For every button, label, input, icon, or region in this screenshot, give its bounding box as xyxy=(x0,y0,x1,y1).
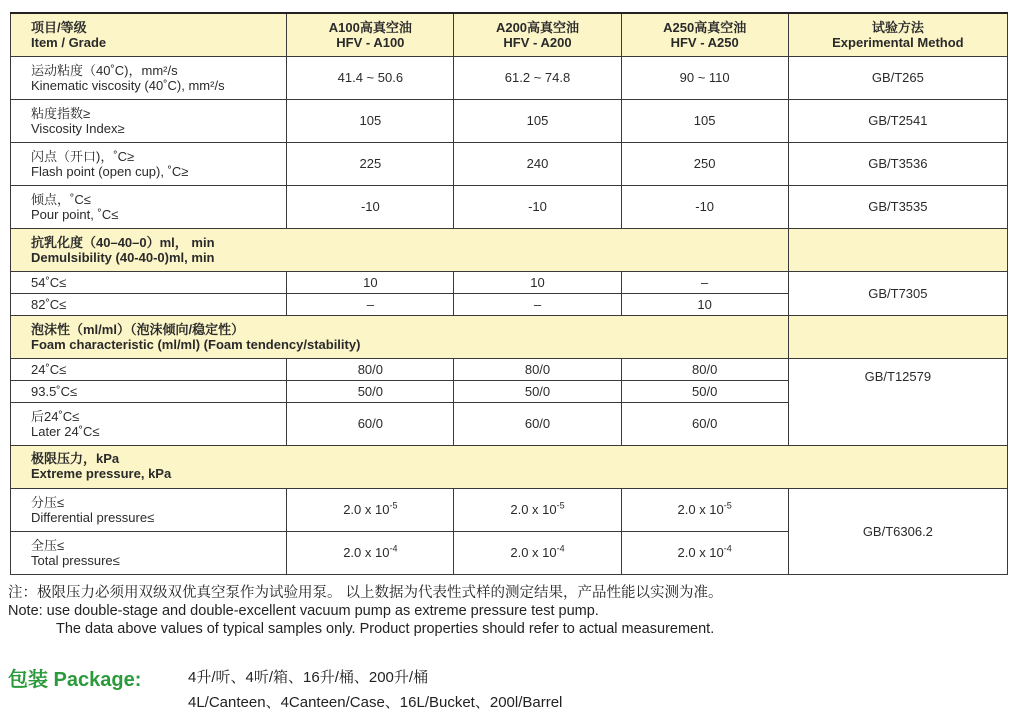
flash-method: GB/T3536 xyxy=(788,142,1007,185)
ep-r2-a250-exp: -4 xyxy=(723,543,732,554)
ep-r2-a200-base: 2.0 x 10 xyxy=(510,545,557,560)
ep-r1-a250-base: 2.0 x 10 xyxy=(677,502,724,517)
demuls-r2-a250: 10 xyxy=(621,293,788,315)
demuls-r1-a100: 10 xyxy=(287,271,454,293)
foam-r3-label-zh: 后24˚C≤ xyxy=(31,408,80,424)
demuls-r1-a200: 10 xyxy=(454,271,621,293)
demuls-r2-a200: – xyxy=(454,293,621,315)
foam-r1-a250: 80/0 xyxy=(621,358,788,380)
demuls-method: GB/T7305 xyxy=(788,271,1007,315)
foam-r3-a200: 60/0 xyxy=(454,402,621,445)
pour-label-en: Pour point, ˚C≤ xyxy=(31,206,119,222)
foam-r3-a250: 60/0 xyxy=(621,402,788,445)
ep-r1-a250 xyxy=(621,488,788,531)
section-row xyxy=(11,228,1008,271)
pour-a250: -10 xyxy=(621,185,788,228)
row-label xyxy=(11,402,287,445)
foam-title-method-cell xyxy=(788,315,1007,358)
header-method-zh: 试验方法 xyxy=(871,19,924,35)
table-row xyxy=(11,488,1008,531)
header-a250-zh: A250高真空油 xyxy=(663,19,747,35)
table-row xyxy=(11,185,1008,228)
flash-a100: 225 xyxy=(287,142,454,185)
package-en: 4L/Canteen、4Canteen/Case、16L/Bucket、200l/Barrel xyxy=(188,694,563,711)
pour-method: GB/T3535 xyxy=(788,185,1007,228)
vindex-a100: 105 xyxy=(287,99,454,142)
ep-r2-a200-exp: -4 xyxy=(556,543,565,554)
flash-label-zh: 闪点（开口)，˚C≥ xyxy=(31,148,135,164)
ep-r2-a100-base: 2.0 x 10 xyxy=(343,545,390,560)
foam-r3-label-en: Later 24˚C≤ xyxy=(31,423,100,439)
table-row xyxy=(11,358,1008,380)
foam-method: GB/T12579 xyxy=(788,358,1007,445)
ep-r2-a100-exp: -4 xyxy=(389,543,398,554)
ep-r1-a100-base: 2.0 x 10 xyxy=(343,502,390,517)
header-item-en: Item / Grade xyxy=(31,34,107,50)
demuls-title xyxy=(11,228,789,271)
foam-r3-a100: 60/0 xyxy=(287,402,454,445)
demuls-r2-a100: – xyxy=(287,293,454,315)
viscosity-label-zh: 运动粘度（40˚C)，mm²/s xyxy=(31,62,178,78)
ep-r1-a200-base: 2.0 x 10 xyxy=(510,502,557,517)
header-item-zh: 项目/等级 xyxy=(31,19,87,35)
header-a100-en: HFV - A100 xyxy=(336,34,405,50)
row-label xyxy=(11,531,287,574)
demuls-r1-label: 54˚C≤ xyxy=(11,271,287,293)
foam-r2-a100: 50/0 xyxy=(287,380,454,402)
header-a250 xyxy=(621,13,788,56)
header-method-en: Experimental Method xyxy=(832,34,964,50)
header-method xyxy=(788,13,1007,56)
row-label xyxy=(11,185,287,228)
header-a100 xyxy=(287,13,454,56)
row-label xyxy=(11,488,287,531)
foam-r1-label: 24˚C≤ xyxy=(11,358,287,380)
notes xyxy=(8,584,723,638)
pour-label-zh: 倾点，˚C≤ xyxy=(31,191,91,207)
table-row xyxy=(11,271,1008,293)
vindex-a200: 105 xyxy=(454,99,621,142)
foam-r2-a250: 50/0 xyxy=(621,380,788,402)
table-row xyxy=(11,56,1008,99)
viscosity-a200: 61.2 ~ 74.8 xyxy=(454,56,621,99)
ep-title-en: Extreme pressure, kPa xyxy=(31,465,172,481)
row-label xyxy=(11,56,287,99)
section-row xyxy=(11,315,1008,358)
note-en-2: The data above values of typical samples only. Product properties should refer to actual measurement. xyxy=(56,621,715,637)
demuls-title-en: Demulsibility (40-40-0)ml, min xyxy=(31,249,215,265)
package-title: 包装 Package: xyxy=(8,669,142,691)
ep-r1-label-zh: 分压≤ xyxy=(31,494,65,510)
header-item xyxy=(11,13,287,56)
header-a200 xyxy=(454,13,621,56)
pour-a100: -10 xyxy=(287,185,454,228)
ep-r1-label-en: Differential pressure≤ xyxy=(31,509,155,525)
foam-r1-a100: 80/0 xyxy=(287,358,454,380)
ep-title xyxy=(11,445,1008,488)
foam-title-zh: 泡沫性（ml/ml）（泡沫倾向/稳定性） xyxy=(31,321,245,337)
note-zh: 注：极限压力必须用双级双优真空泵作为试验用泵。 以上数据为代表性式样的测定结果，产品性能以实测为准。 xyxy=(8,585,723,601)
header-a100-zh: A100高真空油 xyxy=(328,19,412,35)
demuls-r2-label: 82˚C≤ xyxy=(11,293,287,315)
row-label xyxy=(11,142,287,185)
vindex-a250: 105 xyxy=(621,99,788,142)
table-row xyxy=(11,99,1008,142)
ep-r2-label-en: Total pressure≤ xyxy=(31,552,120,568)
demuls-title-method-cell xyxy=(788,228,1007,271)
pour-a200: -10 xyxy=(454,185,621,228)
package-zh: 4升/听、4听/箱、16升/桶、200升/桶 xyxy=(188,669,429,686)
ep-r2-a250 xyxy=(621,531,788,574)
ep-r1-a200 xyxy=(454,488,621,531)
viscosity-a250: 90 ~ 110 xyxy=(621,56,788,99)
foam-title xyxy=(11,315,789,358)
ep-r1-a250-exp: -5 xyxy=(723,500,732,511)
section-row xyxy=(11,445,1008,488)
foam-r2-a200: 50/0 xyxy=(454,380,621,402)
flash-a250: 250 xyxy=(621,142,788,185)
table-row xyxy=(11,142,1008,185)
foam-r2-label: 93.5˚C≤ xyxy=(11,380,287,402)
foam-title-en: Foam characteristic (ml/ml) (Foam tendency/stability) xyxy=(31,336,361,352)
demuls-title-zh: 抗乳化度（40–40–0）ml， min xyxy=(31,234,215,250)
ep-r1-a100-exp: -5 xyxy=(389,500,398,511)
flash-a200: 240 xyxy=(454,142,621,185)
ep-r2-a250-base: 2.0 x 10 xyxy=(677,545,724,560)
vindex-method: GB/T2541 xyxy=(788,99,1007,142)
spec-table xyxy=(10,12,1008,575)
demuls-r1-a250: – xyxy=(621,271,788,293)
header-a200-zh: A200高真空油 xyxy=(495,19,580,35)
header-a200-en: HFV - A200 xyxy=(503,34,572,50)
ep-method: GB/T6306.2 xyxy=(788,488,1007,574)
vindex-label-zh: 粘度指数≥ xyxy=(31,105,91,121)
header-a250-en: HFV - A250 xyxy=(670,34,739,50)
ep-r2-a100 xyxy=(287,531,454,574)
viscosity-a100: 41.4 ~ 50.6 xyxy=(287,56,454,99)
ep-r2-a200 xyxy=(454,531,621,574)
viscosity-method: GB/T265 xyxy=(788,56,1007,99)
flash-label-en: Flash point (open cup), ˚C≥ xyxy=(31,163,189,179)
ep-r1-a100 xyxy=(287,488,454,531)
ep-title-zh: 极限压力，kPa xyxy=(31,450,120,466)
foam-r1-a200: 80/0 xyxy=(454,358,621,380)
ep-r2-label-zh: 全压≤ xyxy=(31,537,65,553)
note-en-1: Note: use double-stage and double-excellent vacuum pump as extreme pressure test pump. xyxy=(8,603,599,619)
ep-r1-a200-exp: -5 xyxy=(556,500,565,511)
row-label xyxy=(11,99,287,142)
viscosity-label-en: Kinematic viscosity (40˚C), mm²/s xyxy=(31,77,225,93)
vindex-label-en: Viscosity Index≥ xyxy=(31,120,125,136)
